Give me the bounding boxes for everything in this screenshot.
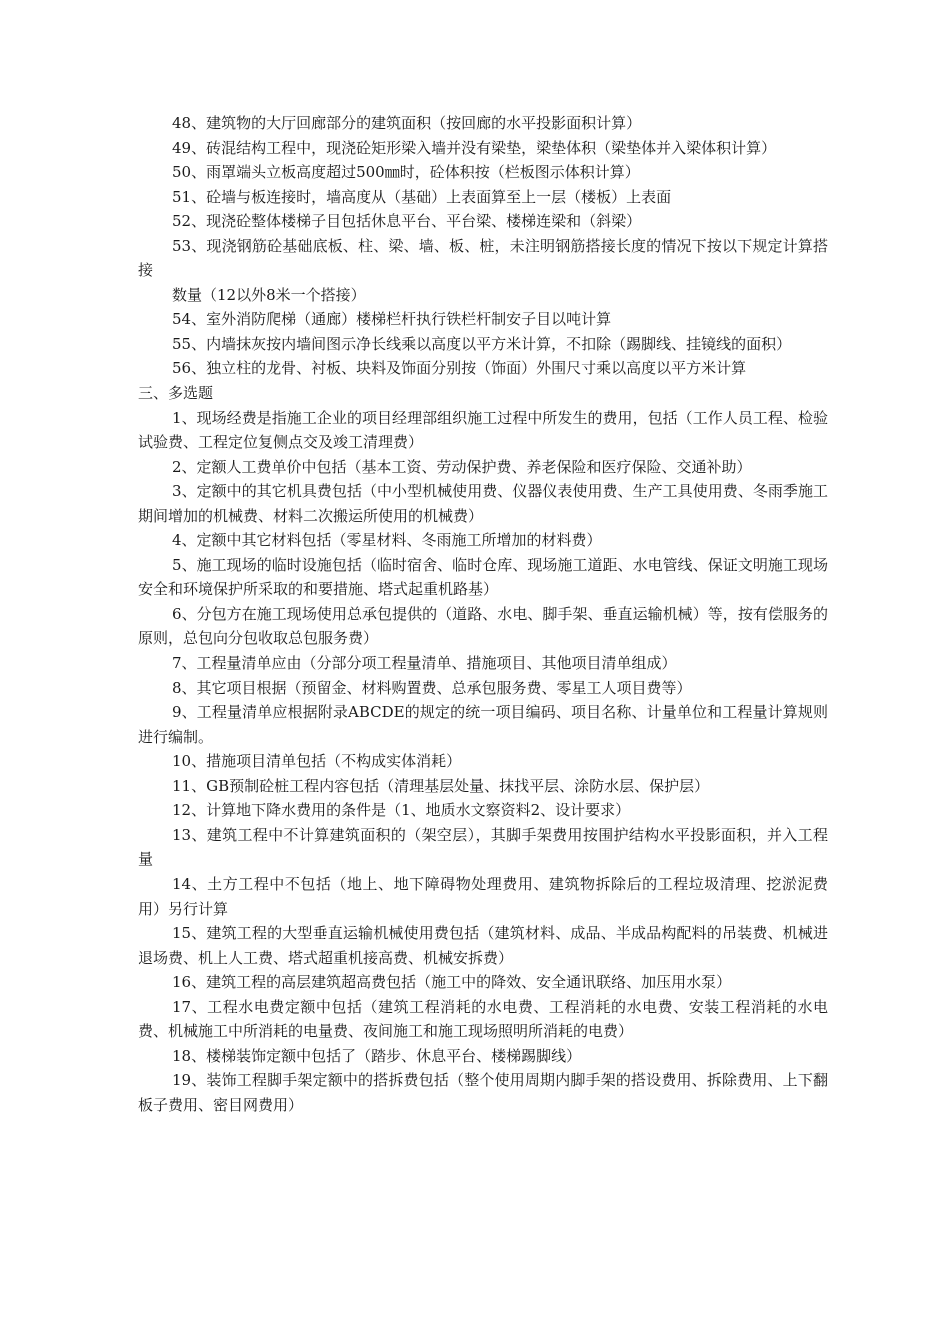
document-paragraph: 15、建筑工程的大型垂直运输机械使用费包括（建筑材料、成品、半成品构配料的吊装费、机械进退场费、机上人工费、塔式超重机接高费、机械安拆费）: [138, 924, 828, 967]
document-paragraph: 8、其它项目根据（预留金、材料购置费、总承包服务费、零星工人项目费等）: [172, 678, 692, 697]
document-paragraph: 11、GB预制砼桩工程内容包括（清理基层处量、抹找平层、涂防水层、保护层）: [172, 776, 710, 795]
document-paragraph: 50、雨罩端头立板高度超过500㎜时，砼体积按（栏板图示体积计算）: [172, 163, 640, 182]
document-paragraph: 55、内墙抹灰按内墙间图示净长线乘以高度以平方米计算，不扣除（踢脚线、挂镜线的面积）: [172, 334, 792, 353]
document-paragraph: 1、现场经费是指施工企业的项目经理部组织施工过程中所发生的费用，包括（工作人员工程、检验试验费、工程定位复侧点交及竣工清理费）: [138, 408, 828, 452]
document-paragraph: 9、工程量清单应根据附录ABCDE的规定的统一项目编码、项目名称、计量单位和工程量计算规则进行编制。: [138, 703, 828, 746]
document-paragraph: 数量（12以外8米一个搭接）: [172, 285, 366, 304]
document-paragraph: 3、定额中的其它机具费包括（中小型机械使用费、仪器仪表使用费、生产工具使用费、冬雨季施工期间增加的机械费、材料二次搬运所使用的机械费）: [138, 482, 828, 525]
document-paragraph: 4、定额中其它材料包括（零星材料、冬雨施工所增加的材料费）: [172, 531, 602, 550]
document-paragraph: 54、室外消防爬梯（通廊）楼梯栏杆执行铁栏杆制安子目以吨计算: [172, 310, 612, 329]
document-paragraph: 17、工程水电费定额中包括（建筑工程消耗的水电费、工程消耗的水电费、安装工程消耗的水电费、机械施工中所消耗的电量费、夜间施工和施工现场照明所消耗的电费）: [138, 997, 828, 1041]
document-paragraph: 52、现浇砼整体楼梯子目包括休息平台、平台梁、楼梯连梁和（斜梁）: [172, 212, 642, 231]
document-paragraph: 48、建筑物的大厅回廊部分的建筑面积（按回廊的水平投影面积计算）: [172, 114, 642, 132]
document-paragraph: 53、现浇钢筋砼基础底板、柱、梁、墙、板、桩，未注明钢筋搭接长度的情况下按以下规定计算搭接: [138, 236, 828, 280]
document-paragraph: 6、分包方在施工现场使用总承包提供的（道路、水电、脚手架、垂直运输机械）等，按有偿服务的原则，总包向分包收取总包服务费）: [138, 604, 828, 648]
document-paragraph: 2、定额人工费单价中包括（基本工资、劳动保护费、养老保险和医疗保险、交通补助）: [172, 457, 752, 476]
document-paragraph: 5、施工现场的临时设施包括（临时宿舍、临时仓库、现场施工道距、水电管线、保证文明施工现场安全和环境保护所采取的和要措施、塔式起重机路基）: [138, 555, 828, 599]
document-paragraph: 10、措施项目清单包括（不构成实体消耗）: [172, 752, 462, 771]
document-paragraph: 7、工程量清单应由（分部分项工程量清单、措施项目、其他项目清单组成）: [172, 654, 677, 673]
document-paragraph: 13、建筑工程中不计算建筑面积的（架空层），其脚手架费用按围护结构水平投影面积，并入工程量: [138, 825, 828, 869]
document-paragraph: 19、装饰工程脚手架定额中的搭拆费包括（整个使用周期内脚手架的搭设费用、拆除费用、上下翻板子费用、密目网费用）: [138, 1071, 828, 1114]
document-paragraph: 51、砼墙与板连接时，墙高度从（基础）上表面算至上一层（楼板）上表面: [172, 187, 672, 206]
document-paragraph: 16、建筑工程的高层建筑超高费包括（施工中的降效、安全通讯联络、加压用水泵）: [172, 973, 732, 992]
document-body: [138, 111, 828, 1117]
section-heading: 三、多选题: [138, 384, 214, 403]
document-paragraph: 14、土方工程中不包括（地上、地下障碍物处理费用、建筑物拆除后的工程垃圾清理、挖淤泥费用）另行计算: [138, 874, 828, 918]
document-paragraph: 49、砖混结构工程中，现浇砼矩形梁入墙并没有梁垫，梁垫体积（梁垫体并入梁体积计算）: [172, 138, 777, 157]
document-paragraph: 56、独立柱的龙骨、衬板、块料及饰面分别按（饰面）外围尺寸乘以高度以平方米计算: [172, 359, 747, 378]
document-paragraph: 12、计算地下降水费用的条件是（1、地质水文察资料2、设计要求）: [172, 801, 631, 820]
document-paragraph: 18、楼梯装饰定额中包括了（踏步、休息平台、楼梯踢脚线）: [172, 1046, 582, 1065]
